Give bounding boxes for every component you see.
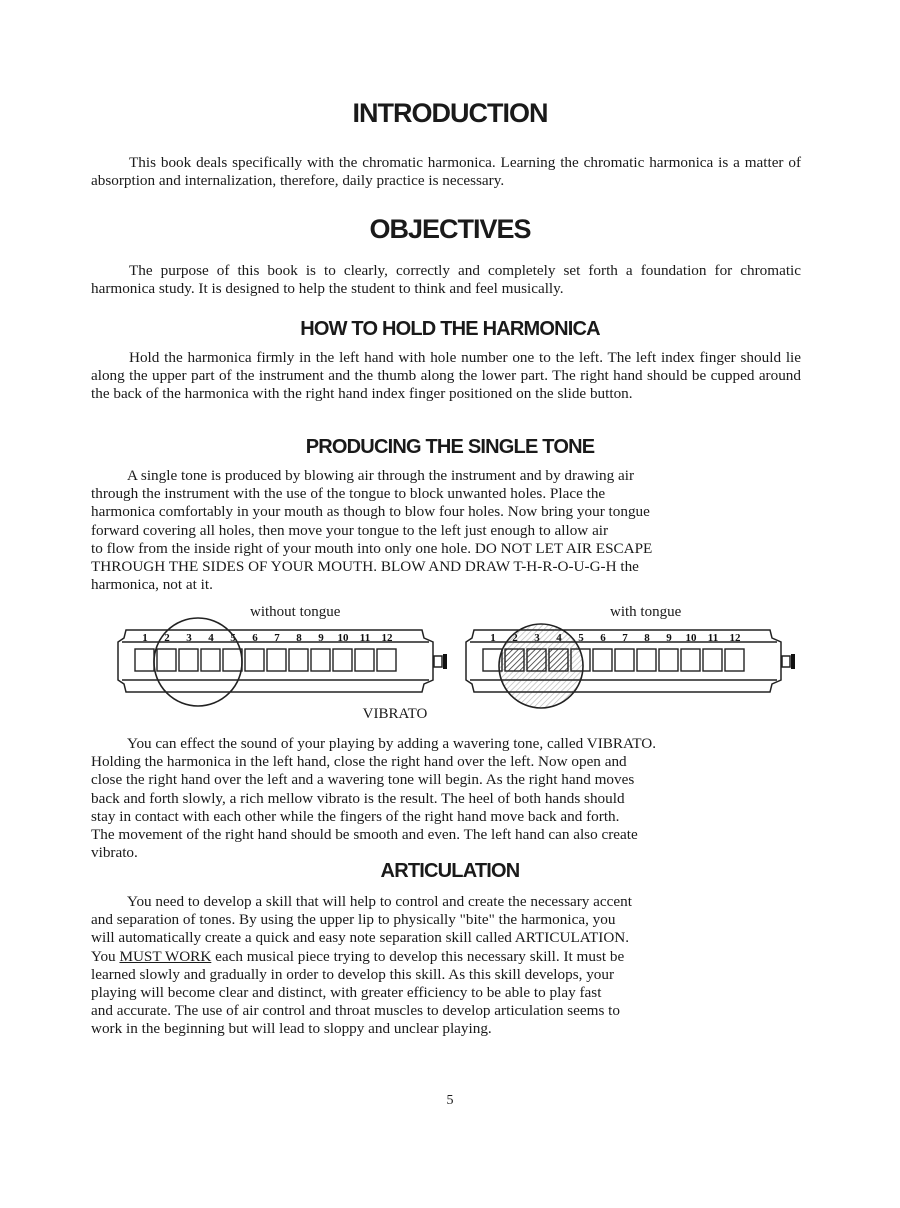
articulation-line: You need to develop a skill that will help to control and create the necessary accent bbox=[127, 893, 632, 910]
hole-number-2: 2 bbox=[164, 632, 170, 644]
introduction-paragraph: This book deals specifically with the chromatic harmonica. Learning the chromatic harmonica is a matter of absorption and internalization, therefore, daily practice is necessary. bbox=[91, 154, 801, 190]
hole-number-8: 8 bbox=[644, 632, 650, 644]
harmonica-diagram-without-tongue bbox=[118, 622, 458, 714]
articulation-heading: ARTICULATION bbox=[380, 860, 520, 882]
hole-7 bbox=[267, 649, 286, 671]
single-tone-line: THROUGH THE SIDES OF YOUR MOUTH. BLOW AND DRAW T-H-R-O-U-G-H the bbox=[91, 558, 639, 576]
hold-paragraph: Hold the harmonica firmly in the left hand with hole number one to the left. The left index finger should lie along the upper part of the instrument and the thumb along the lower part. The right hand should be cupped around the back of the harmonica with the right hand index finger positioned on the slide button. bbox=[91, 349, 801, 403]
vibrato-line: The movement of the right hand should be smooth and even. The left hand can also create bbox=[91, 826, 638, 844]
hole-12 bbox=[725, 649, 744, 671]
hole-12 bbox=[377, 649, 396, 671]
hole-number-3: 3 bbox=[186, 632, 192, 644]
slide-button-knob bbox=[443, 654, 447, 669]
hole-number-1: 1 bbox=[490, 632, 496, 644]
hole-number-6: 6 bbox=[600, 632, 606, 644]
hole-3 bbox=[179, 649, 198, 671]
hold-heading: HOW TO HOLD THE HARMONICA bbox=[300, 318, 600, 340]
single-tone-line: harmonica comfortably in your mouth as though to blow four holes. Now bring your tongue bbox=[91, 503, 650, 521]
hole-number-12: 12 bbox=[381, 632, 393, 644]
hole-number-5: 5 bbox=[578, 632, 584, 644]
hole-number-9: 9 bbox=[666, 632, 672, 644]
hole-number-5: 5 bbox=[230, 632, 236, 644]
hole-11 bbox=[703, 649, 722, 671]
vibrato-line: Holding the harmonica in the left hand, close the right hand over the left. Now open and bbox=[91, 753, 627, 771]
hole-11 bbox=[355, 649, 374, 671]
harmonica-diagram-with-tongue bbox=[466, 622, 806, 714]
introduction-heading: INTRODUCTION bbox=[352, 98, 548, 128]
caption-with-tongue: with tongue bbox=[610, 604, 682, 620]
objectives-paragraph: The purpose of this book is to clearly, correctly and completely set forth a foundation for chromatic harmonica study. It is designed to help the student to think and feel musically. bbox=[91, 262, 801, 298]
hole-number-7: 7 bbox=[274, 632, 280, 644]
vibrato-line: You can effect the sound of your playing by adding a wavering tone, called VIBRATO. bbox=[127, 735, 657, 752]
hole-number-4: 4 bbox=[208, 632, 214, 644]
hole-1 bbox=[135, 649, 154, 671]
articulation-paragraph bbox=[91, 893, 801, 1039]
single-tone-line: forward covering all holes, then move your tongue to the left just enough to allow air bbox=[91, 521, 609, 539]
hole-2 bbox=[157, 649, 176, 671]
single-tone-line: through the instrument with the use of the tongue to block unwanted holes. Place the bbox=[91, 485, 606, 503]
must-work-underlined: MUST WORK bbox=[119, 947, 212, 965]
hole-6 bbox=[245, 649, 264, 671]
hole-number-8: 8 bbox=[296, 632, 302, 644]
caption-without-tongue: without tongue bbox=[250, 604, 341, 620]
hole-number-11: 11 bbox=[359, 632, 371, 644]
slide-button bbox=[434, 656, 442, 667]
mouth-circle bbox=[499, 624, 583, 708]
hole-9 bbox=[659, 649, 678, 671]
slide-button bbox=[782, 656, 790, 667]
hole-number-10: 10 bbox=[337, 632, 349, 644]
vibrato-line: stay in contact with each other while the fingers of the right hand move back and forth. bbox=[91, 807, 620, 825]
single-tone-line: to flow from the inside right of your mouth into only one hole. DO NOT LET AIR ESCAPE bbox=[91, 539, 653, 557]
hole-number-1: 1 bbox=[142, 632, 148, 644]
objectives-heading: OBJECTIVES bbox=[369, 214, 531, 244]
articulation-line: and separation of tones. By using the upper lip to physically "bite" the harmonica, you bbox=[91, 911, 616, 929]
page-number: 5 bbox=[446, 1093, 454, 1108]
hole-8 bbox=[637, 649, 656, 671]
vibrato-heading: VIBRATO bbox=[362, 706, 428, 722]
hole-number-11: 11 bbox=[707, 632, 719, 644]
hole-number-12: 12 bbox=[729, 632, 741, 644]
hole-number-7: 7 bbox=[622, 632, 628, 644]
hole-number-2: 2 bbox=[512, 632, 518, 644]
hole-number-9: 9 bbox=[318, 632, 324, 644]
vibrato-paragraph bbox=[91, 735, 801, 862]
articulation-line: learned slowly and gradually in order to develop this skill. As this skill develops, your bbox=[91, 965, 615, 983]
hole-number-6: 6 bbox=[252, 632, 258, 644]
hole-6 bbox=[593, 649, 612, 671]
single-tone-line: harmonica, not at it. bbox=[91, 576, 213, 594]
articulation-line: You MUST WORK each musical piece trying to develop this necessary skill. It must be bbox=[91, 947, 625, 965]
articulation-line: work in the beginning but will lead to sloppy and unclear playing. bbox=[91, 1020, 492, 1038]
vibrato-line: close the right hand over the left and a wavering tone will begin. As the right hand moves bbox=[91, 771, 635, 789]
articulation-line: and accurate. The use of air control and throat muscles to develop articulation seems to bbox=[91, 1002, 620, 1020]
single-tone-heading: PRODUCING THE SINGLE TONE bbox=[305, 436, 595, 458]
hole-number-4: 4 bbox=[556, 632, 562, 644]
single-tone-paragraph bbox=[91, 467, 801, 594]
hole-4 bbox=[201, 649, 220, 671]
articulation-line: playing will become clear and distinct, with greater efficiency to be able to play fast bbox=[91, 984, 602, 1002]
hole-7 bbox=[615, 649, 634, 671]
vibrato-line: back and forth slowly, a rich mellow vibrato is the result. The heel of both hands should bbox=[91, 789, 625, 807]
hole-9 bbox=[311, 649, 330, 671]
slide-button-knob bbox=[791, 654, 795, 669]
hole-number-10: 10 bbox=[685, 632, 697, 644]
hole-8 bbox=[289, 649, 308, 671]
articulation-line: will automatically create a quick and easy note separation skill called ARTICULATION. bbox=[91, 929, 630, 947]
hole-5 bbox=[223, 649, 242, 671]
hole-10 bbox=[681, 649, 700, 671]
hole-number-3: 3 bbox=[534, 632, 540, 644]
hole-10 bbox=[333, 649, 352, 671]
vibrato-line: vibrato. bbox=[91, 844, 138, 862]
single-tone-line: A single tone is produced by blowing air through the instrument and by drawing air bbox=[127, 467, 635, 484]
